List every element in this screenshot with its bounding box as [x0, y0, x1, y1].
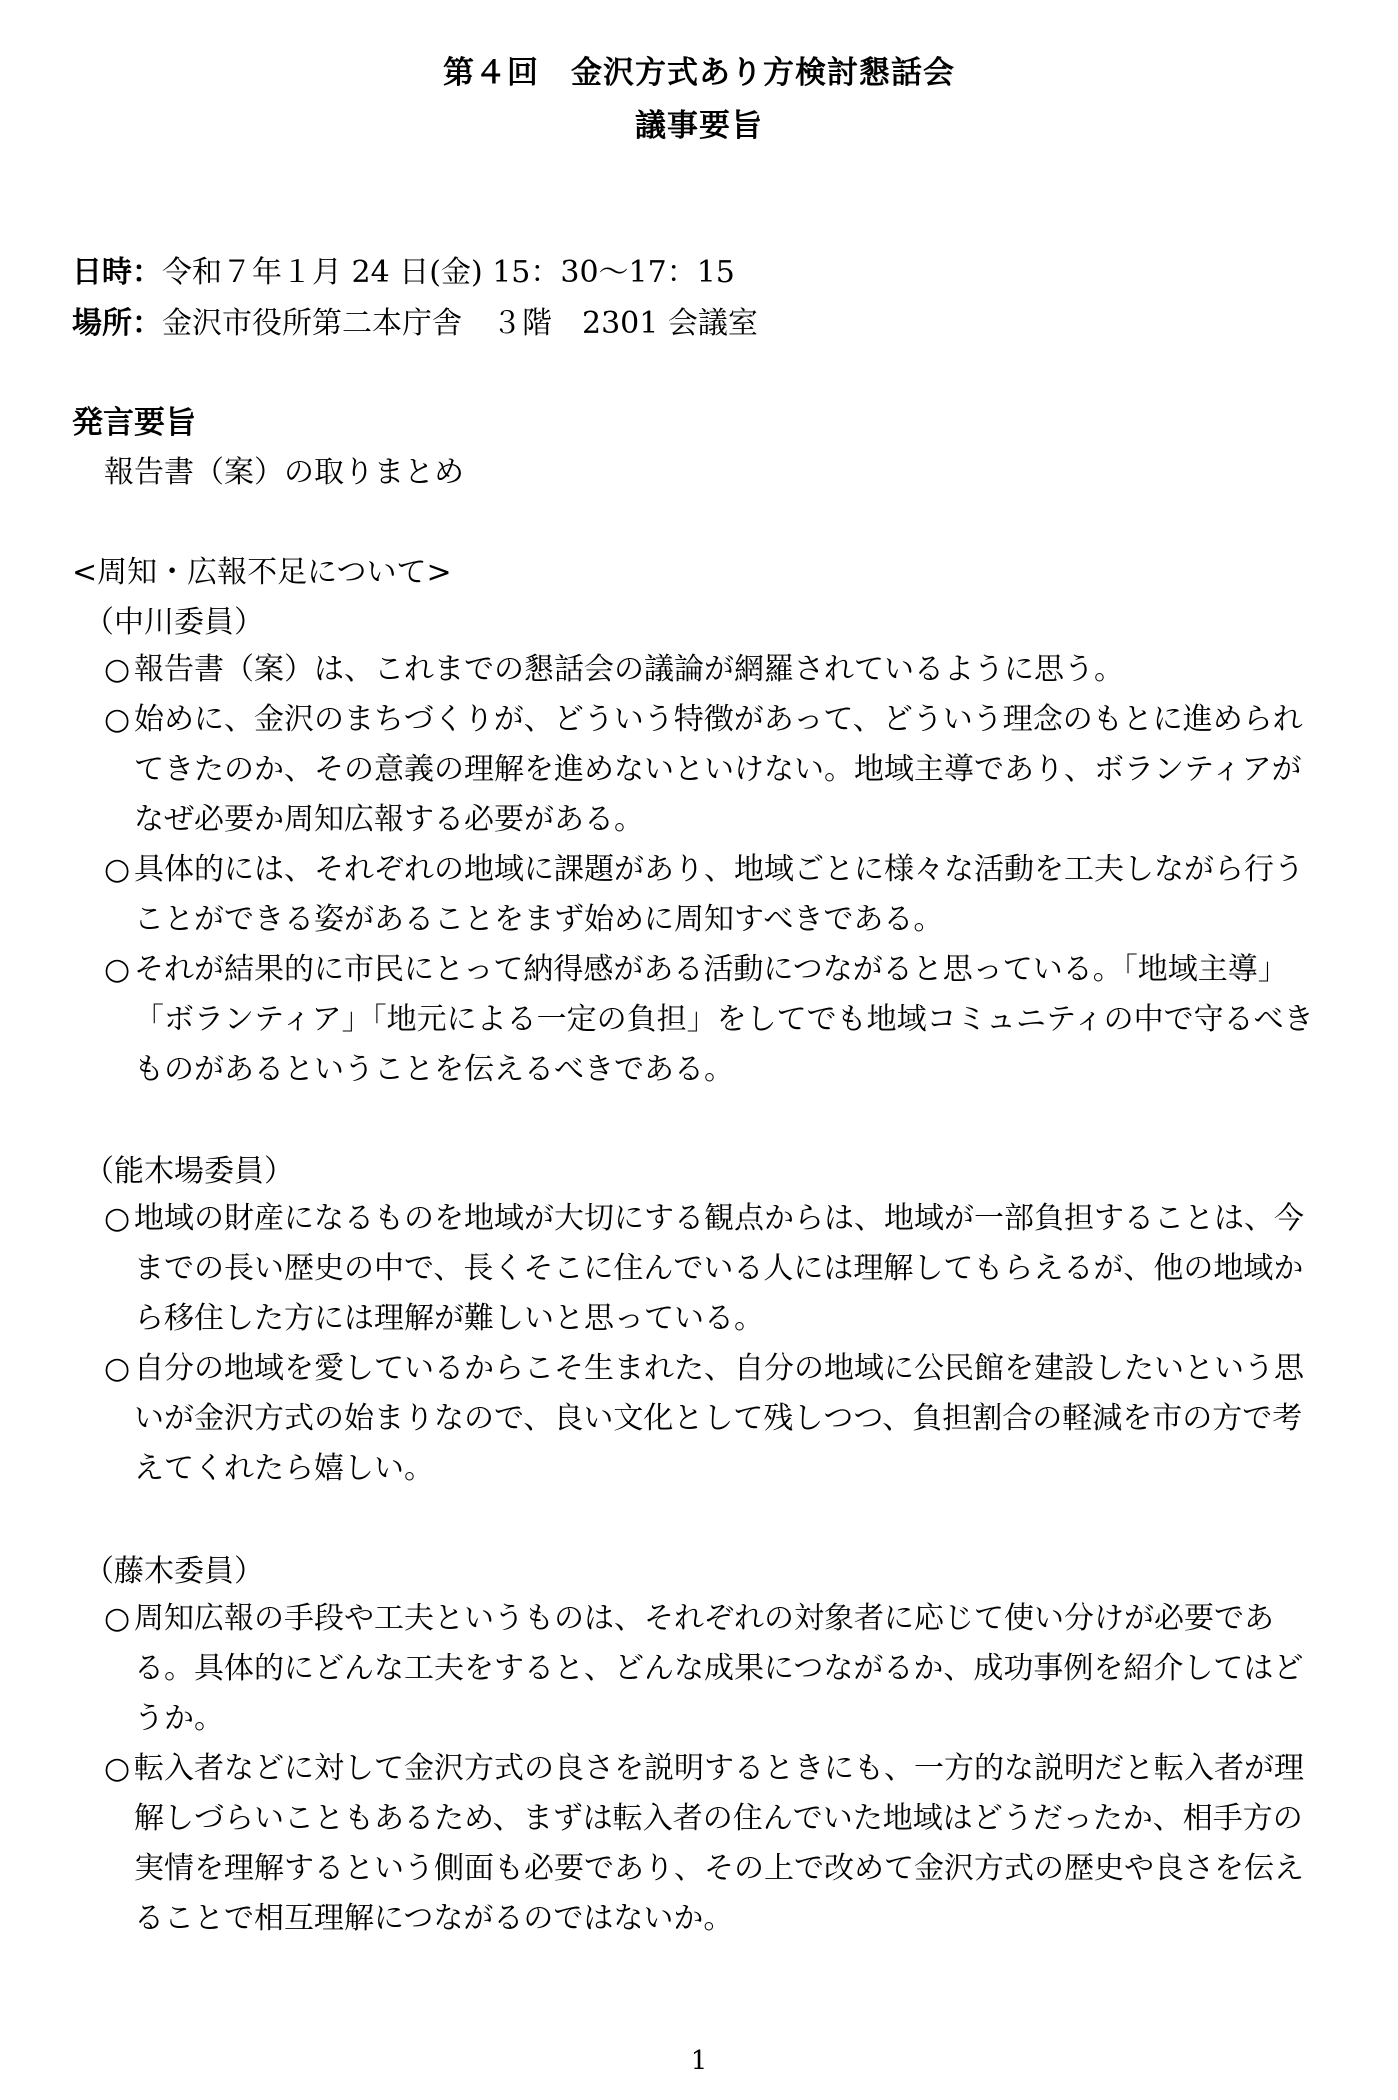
remark-text: それが結果的に市民にとって納得感がある活動につながると思っている。「地域主導」「ボランティア」「地元による一定の負担」をしてでも地域コミュニティの中で守るべきものがあるということを伝えるべきである。	[134, 952, 1314, 1087]
bullet-circle-icon: ○	[104, 652, 131, 687]
remark-item	[104, 1594, 1324, 1744]
document-subtitle: 議事要旨	[635, 108, 763, 144]
remarks-list	[104, 645, 1324, 1095]
meeting-place	[72, 306, 758, 341]
datetime-label: 日時：	[72, 255, 162, 290]
remark-item	[104, 1194, 1324, 1344]
agenda-item: 報告書（案）の取りまとめ	[104, 455, 464, 490]
remark-item	[104, 845, 1324, 945]
remark-text: 自分の地域を愛しているからこそ生まれた、自分の地域に公民館を建設したいという思いが金沢方式の始まりなので、良い文化として残しつつ、負担割合の軽減を市の方で考えてくれたら嬉しい。	[134, 1351, 1304, 1486]
speaker-name: （能木場委員）	[84, 1154, 294, 1189]
remark-text: 地域の財産になるものを地域が大切にする観点からは、地域が一部負担することは、今までの長い歴史の中で、長くそこに住んでいる人には理解してもらえるが、他の地域から移住した方には理解が難しいと思っている。	[134, 1201, 1304, 1336]
bullet-circle-icon: ○	[104, 702, 131, 737]
remark-item	[104, 695, 1324, 845]
document-title: 第４回 金沢方式あり方検討懇話会	[443, 55, 955, 91]
speaker-name: （藤木委員）	[84, 1554, 264, 1589]
bullet-circle-icon: ○	[104, 1601, 131, 1636]
remark-item	[104, 645, 1324, 695]
meeting-datetime	[72, 255, 735, 290]
bullet-circle-icon: ○	[104, 1201, 131, 1236]
remark-text: 具体的には、それぞれの地域に課題があり、地域ごとに様々な活動を工夫しながら行うことができる姿があることをまず始めに周知すべきである。	[134, 852, 1304, 937]
bullet-circle-icon: ○	[104, 1751, 131, 1786]
bullet-circle-icon: ○	[104, 1351, 131, 1386]
bullet-circle-icon: ○	[104, 952, 131, 987]
speaker-name: （中川委員）	[84, 605, 264, 640]
place-value: 金沢市役所第二本庁舎 ３階 2301 会議室	[162, 306, 758, 341]
remark-item	[104, 945, 1324, 1095]
datetime-value: 令和７年１月 24 日(金) 15：30～17：15	[162, 255, 735, 290]
bullet-circle-icon: ○	[104, 852, 131, 887]
section-heading: 発言要旨	[72, 405, 196, 441]
remarks-list	[104, 1194, 1324, 1494]
remarks-list	[104, 1594, 1324, 1944]
place-label: 場所：	[72, 306, 162, 341]
remark-text: 転入者などに対して金沢方式の良さを説明するときにも、一方的な説明だと転入者が理解しづらいこともあるため、まずは転入者の住んでいた地域はどうだったか、相手方の実情を理解するという側面も必要であり、その上で改めて金沢方式の歴史や良さを伝えることで相互理解につながるのではないか。	[134, 1751, 1304, 1936]
remark-item	[104, 1344, 1324, 1494]
topic-heading: <周知・広報不足について>	[72, 555, 452, 590]
remark-text: 報告書（案）は、これまでの懇話会の議論が網羅されているように思う。	[134, 652, 1124, 687]
remark-text: 始めに、金沢のまちづくりが、どういう特徴があって、どういう理念のもとに進められてきたのか、その意義の理解を進めないといけない。地域主導であり、ボランティアがなぜ必要か周知広報する必要がある。	[134, 702, 1303, 837]
remark-text: 周知広報の手段や工夫というものは、それぞれの対象者に応じて使い分けが必要である。具体的にどんな工夫をすると、どんな成果につながるか、成功事例を紹介してはどうか。	[134, 1601, 1304, 1736]
remark-item	[104, 1744, 1324, 1944]
page-number: 1	[690, 2046, 708, 2076]
